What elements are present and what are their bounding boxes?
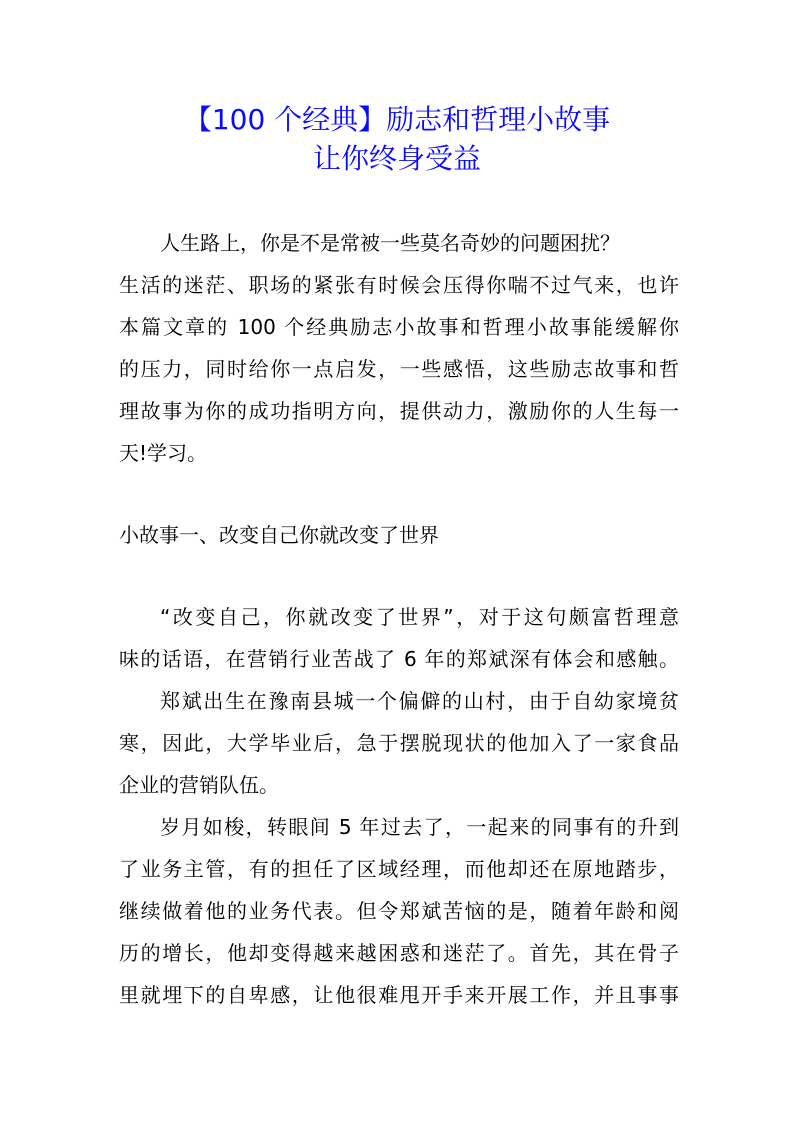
story-line: 味的话语，在营销行业苦战了 6 年的郑斌深有体会和感触。 bbox=[119, 647, 679, 671]
intro-line: 的压力，同时给你一点启发，一些感悟，这些励志故事和哲 bbox=[119, 357, 679, 381]
intro-line: 天!学习。 bbox=[119, 441, 208, 465]
story-line: 企业的营销队伍。 bbox=[119, 773, 279, 797]
story-line: 历的增长，他却变得越来越困惑和迷茫了。首先，其在骨子 bbox=[119, 941, 679, 965]
intro-line: 本篇文章的 100 个经典励志小故事和哲理小故事能缓解你 bbox=[119, 315, 679, 339]
document-title-line-2: 让你终身受益 bbox=[312, 142, 481, 175]
story-line: 了业务主管，有的担任了区域经理，而他却还在原地踏步， bbox=[119, 857, 679, 881]
story-line: 郑斌出生在豫南县城一个偏僻的山村，由于自幼家境贫 bbox=[160, 689, 679, 713]
story-line: 寒，因此，大学毕业后，急于摆脱现状的他加入了一家食品 bbox=[119, 731, 679, 755]
story-line: 继续做着他的业务代表。但令郑斌苦恼的是，随着年龄和阅 bbox=[119, 899, 679, 923]
intro-line: 人生路上，你是不是常被一些莫名奇妙的问题困扰？ bbox=[160, 231, 620, 255]
story-line: 岁月如梭，转眼间 5 年过去了，一起来的同事有的升到 bbox=[160, 815, 679, 839]
intro-line: 理故事为你的成功指明方向，提供动力，激励你的人生每一 bbox=[119, 399, 679, 423]
document-title-line-1: 【100 个经典】励志和哲理小故事 bbox=[183, 103, 611, 136]
story-line: “改变自己，你就改变了世界”，对于这句颇富哲理意 bbox=[160, 605, 679, 629]
story-line: 里就埋下的自卑感，让他很难甩开手来开展工作，并且事事 bbox=[119, 983, 679, 1007]
intro-line: 生活的迷茫、职场的紧张有时候会压得你喘不过气来，也许 bbox=[119, 273, 679, 297]
section-heading: 小故事一、改变自己你就改变了世界 bbox=[119, 523, 439, 547]
